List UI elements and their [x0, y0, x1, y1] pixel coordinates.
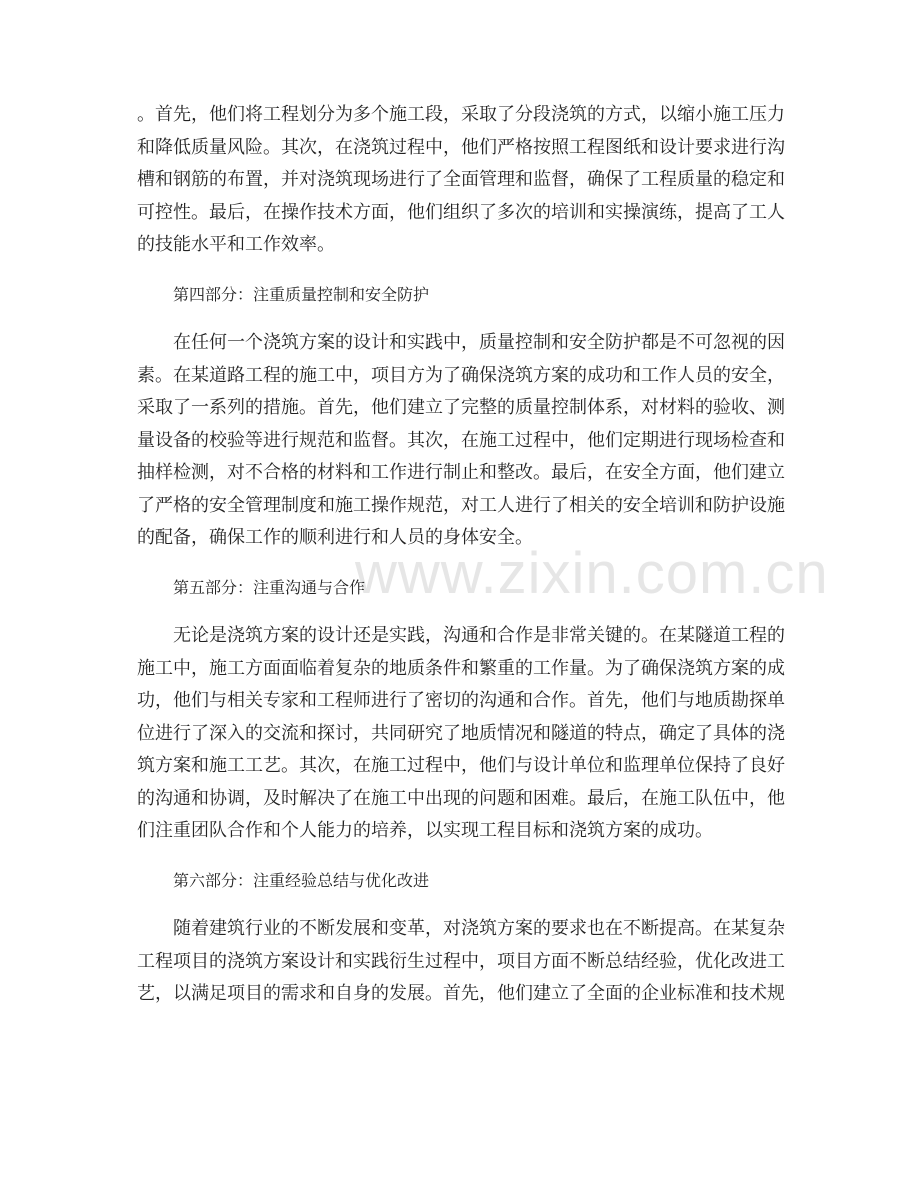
section-heading-4: 第四部分：注重质量控制和安全防护: [173, 284, 430, 304]
continued-paragraph: 。首先，他们将工程划分为多个施工段，采取了分段浇筑的方式，以缩小施工压力和降低质量风险。其次，在浇筑过程中，他们严格按照工程图纸和设计要求进行沟槽和钢筋的布置，并对浇筑现场进行了全面管理和监督，确保了工程质量的稳定和可控性。最后，在操作技术方面，他们组织了多次的培训和实操演练，提高了工人的技能水平和工作效率。: [137, 104, 785, 255]
spacer: [137, 311, 785, 327]
spacer: [137, 262, 785, 279]
section-body-5: 无论是浇筑方案的设计还是实践，沟通和合作是非常关键的。在某隧道工程的施工中，施工方面面临着复杂的地质条件和繁重的工作量。为了确保浇筑方案的成功，他们与相关专家和工程师进行了密切的沟通和合作。首先，他们与地质勘探单位进行了深入的交流和探讨，共同研究了地质情况和隧道的特点，确定了具体的浇筑方案和施工工艺。其次，在施工过程中，他们与设计单位和监理单位保持了良好的沟通和协调，及时解决了在施工中出现的问题和困难。最后，在施工队伍中，他们注重团队合作和个人能力的培养，以实现工程目标和浇筑方案的成功。: [137, 625, 785, 841]
watermark: www.zixin.com.cn: [355, 541, 829, 606]
spacer: [137, 897, 785, 913]
section-heading-5: 第五部分：注重沟通与合作: [173, 577, 366, 597]
spacer: [137, 555, 785, 572]
spacer: [137, 604, 785, 620]
section-heading-6: 第六部分：注重经验总结与优化改进: [173, 870, 430, 890]
document-body: [137, 99, 785, 1011]
spacer: [137, 848, 785, 865]
section-body-4: 在任何一个浇筑方案的设计和实践中，质量控制和安全防护都是不可忽视的因素。在某道路工程的施工中，项目方为了确保浇筑方案的成功和工作人员的安全，采取了一系列的措施。首先，他们建立了完整的质量控制体系，对材料的验收、测量设备的校验等进行规范和监督。其次，在施工过程中，他们定期进行现场检查和抽样检测，对不合格的材料和工作进行制止和整改。最后，在安全方面，他们建立了严格的安全管理制度和施工操作规范，对工人进行了相关的安全培训和防护设施的配备，确保工作的顺利进行和人员的身体安全。: [137, 332, 785, 548]
section-body-6: 随着建筑行业的不断发展和变革，对浇筑方案的要求也在不断提高。在某复杂工程项目的浇筑方案设计和实践衍生过程中，项目方面不断总结经验，优化改进工艺，以满足项目的需求和自身的发展。首先，他们建立了全面的企业标准和技术规: [137, 918, 785, 1004]
